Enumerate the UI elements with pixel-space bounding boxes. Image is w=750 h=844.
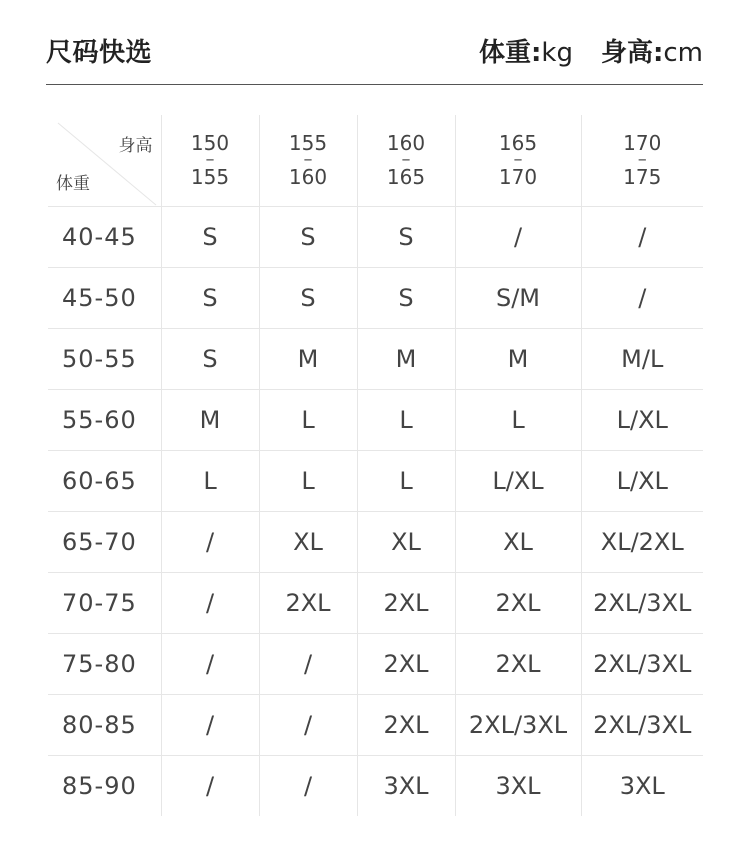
size-cell: L bbox=[161, 450, 259, 511]
weight-range-cell: 55-60 bbox=[48, 389, 161, 450]
weight-range-cell: 70-75 bbox=[48, 572, 161, 633]
size-cell: XL bbox=[357, 511, 455, 572]
height-range-dash: – bbox=[401, 149, 411, 171]
height-range-dash: – bbox=[513, 149, 523, 171]
size-cell: 3XL bbox=[357, 755, 455, 816]
size-cell: L bbox=[259, 389, 357, 450]
height-range-from: 155 bbox=[288, 131, 328, 156]
height-range-to: 155 bbox=[190, 165, 230, 190]
table-row bbox=[48, 511, 703, 572]
weight-label: 体重: bbox=[479, 38, 542, 68]
height-range-from: 150 bbox=[190, 131, 230, 156]
size-cell: / bbox=[259, 755, 357, 816]
size-cell: S bbox=[161, 328, 259, 389]
header bbox=[46, 28, 703, 85]
table-row bbox=[48, 633, 703, 694]
height-range-dash: – bbox=[303, 149, 313, 171]
corner-weight-label: 体重 bbox=[56, 173, 90, 194]
table-row bbox=[48, 389, 703, 450]
size-chart-table bbox=[48, 115, 703, 816]
size-cell: / bbox=[259, 633, 357, 694]
size-cell: M bbox=[455, 328, 581, 389]
size-cell: S bbox=[259, 267, 357, 328]
size-cell: S bbox=[259, 206, 357, 267]
size-cell: 2XL/3XL bbox=[581, 694, 703, 755]
height-range-header bbox=[357, 115, 455, 206]
height-range-dash: – bbox=[205, 149, 215, 171]
table-row bbox=[48, 206, 703, 267]
size-cell: 2XL/3XL bbox=[455, 694, 581, 755]
size-cell: L/XL bbox=[581, 389, 703, 450]
weight-unit: kg bbox=[541, 38, 573, 68]
weight-range-cell: 80-85 bbox=[48, 694, 161, 755]
size-cell: 3XL bbox=[581, 755, 703, 816]
height-range-header bbox=[259, 115, 357, 206]
height-range-header bbox=[161, 115, 259, 206]
size-cell: 2XL bbox=[455, 633, 581, 694]
size-cell: XL bbox=[259, 511, 357, 572]
table-row bbox=[48, 450, 703, 511]
size-cell: 2XL/3XL bbox=[581, 633, 703, 694]
size-cell: S bbox=[161, 206, 259, 267]
size-cell: 3XL bbox=[455, 755, 581, 816]
height-range-to: 165 bbox=[386, 165, 426, 190]
height-unit: cm bbox=[663, 38, 703, 68]
height-range-to: 160 bbox=[288, 165, 328, 190]
size-cell: L/XL bbox=[455, 450, 581, 511]
size-cell: M/L bbox=[581, 328, 703, 389]
size-cell: L bbox=[357, 389, 455, 450]
height-range-to: 175 bbox=[623, 165, 662, 190]
height-range-to: 170 bbox=[498, 165, 538, 190]
size-cell: / bbox=[161, 572, 259, 633]
size-cell: S bbox=[357, 267, 455, 328]
weight-range-cell: 65-70 bbox=[48, 511, 161, 572]
height-range-dash: – bbox=[637, 149, 647, 171]
size-cell: / bbox=[161, 633, 259, 694]
weight-range-cell: 75-80 bbox=[48, 633, 161, 694]
height-range-from: 165 bbox=[498, 131, 538, 156]
table-row bbox=[48, 755, 703, 816]
height-label: 身高: bbox=[600, 38, 664, 68]
weight-range-cell: 85-90 bbox=[62, 771, 137, 800]
size-cell: / bbox=[581, 206, 703, 267]
weight-range-cell: 40-45 bbox=[48, 206, 161, 267]
table-row bbox=[48, 328, 703, 389]
size-cell: L/XL bbox=[581, 450, 703, 511]
size-cell: 2XL bbox=[455, 572, 581, 633]
size-cell: 2XL bbox=[357, 572, 455, 633]
size-cell: 2XL bbox=[357, 694, 455, 755]
size-cell: / bbox=[161, 511, 259, 572]
corner-cell bbox=[48, 115, 161, 206]
size-cell: S bbox=[161, 267, 259, 328]
size-cell: M bbox=[259, 328, 357, 389]
page-title: 尺码快选 bbox=[46, 38, 153, 68]
corner-height-label: 身高 bbox=[118, 136, 153, 156]
size-cell: 2XL bbox=[259, 572, 357, 633]
height-range-header bbox=[581, 115, 703, 206]
size-cell: S/M bbox=[455, 267, 581, 328]
weight-range-cell: 45-50 bbox=[48, 267, 161, 328]
weight-range-cell: 50-55 bbox=[48, 328, 161, 389]
size-cell: / bbox=[161, 755, 259, 816]
size-cell: M bbox=[357, 328, 455, 389]
table-row bbox=[48, 267, 703, 328]
size-cell: 2XL/3XL bbox=[581, 572, 703, 633]
size-cell: L bbox=[259, 450, 357, 511]
size-cell: / bbox=[581, 267, 703, 328]
size-cell: 2XL bbox=[357, 633, 455, 694]
size-cell: M bbox=[161, 389, 259, 450]
size-cell: L bbox=[357, 450, 455, 511]
size-cell: XL/2XL bbox=[581, 511, 703, 572]
unit-legend bbox=[479, 32, 703, 69]
weight-range-cell: 60-65 bbox=[48, 450, 161, 511]
size-cell: L bbox=[455, 389, 581, 450]
size-cell: / bbox=[259, 694, 357, 755]
size-cell: / bbox=[455, 206, 581, 267]
table-row bbox=[48, 572, 703, 633]
header-row bbox=[48, 115, 703, 206]
height-range-from: 170 bbox=[623, 131, 662, 156]
size-cell: XL bbox=[455, 511, 581, 572]
size-cell: S bbox=[357, 206, 455, 267]
height-range-header bbox=[455, 115, 581, 206]
size-cell: / bbox=[161, 694, 259, 755]
table-row bbox=[48, 694, 703, 755]
height-range-from: 160 bbox=[386, 131, 426, 156]
